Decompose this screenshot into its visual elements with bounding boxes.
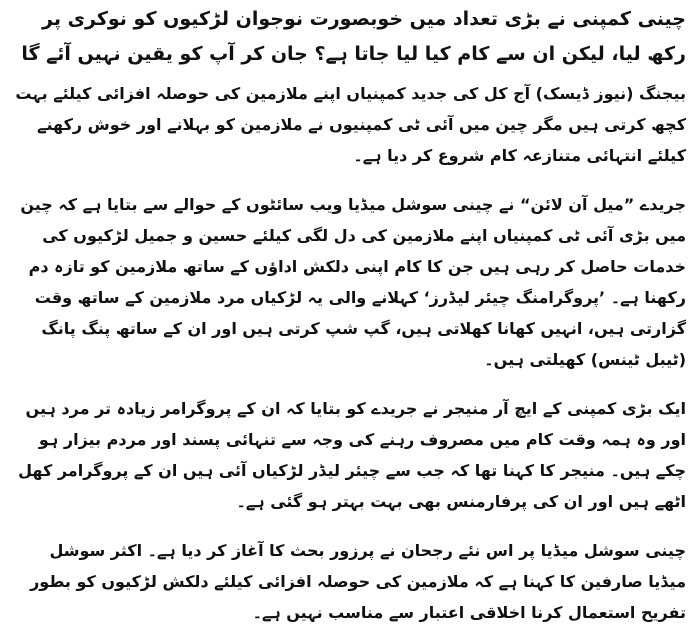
- article-paragraph-intro: بیجنگ (نیوز ڈیسک) آج کل کی جدید کمپنیاں اپنے ملازمین کی حوصلہ افزائی کیلئے بہت کچھ کرتی ہیں مگر چین میں آئی ٹی کمپنیوں نے ملازمین کو بہلانے اور خوش رکھنے کیلئے انتہائی متنازعہ کام شروع کر دیا ہے۔: [15, 84, 686, 165]
- article-paragraph-report: جریدے ”میل آن لائن“ نے چینی سوشل میڈیا ویب سائٹوں کے حوالے سے بتایا ہے کہ چین میں بڑی آئی ٹی کمپنیاں اپنے ملازمین کی دل لگی کیلئے حسین و جمیل لڑکیوں کی خدمات حاصل کر رہی ہیں جن کا کام اپنی دلکش اداﺅں کے ساتھ ملازمین کو تازہ دم رکھنا ہے۔ ’پروگرامنگ چیئر لیڈرز‘ کہلانے والی یہ لڑکیاں مرد ملازمین کے ساتھ وقت گزارتی ہیں، انہیں کھانا کھلاتی ہیں، گپ شپ کرتی ہیں اور ان کے ساتھ پنگ پانگ (ٹیبل ٹینس) کھیلتی ہیں۔: [20, 195, 686, 369]
- news-article: [0, 2, 696, 628]
- article-paragraph-manager: ایک بڑی کمپنی کے ایچ آر منیجر نے جریدے کو بتایا کہ ان کے پروگرامر زیادہ تر مرد ہیں اور وہ ہمہ وقت کام میں مصروف رہنے کی وجہ سے تنہائی پسند اور مردم بیزار ہو چکے ہیں۔ منیجر کا کہنا تھا کہ جب سے چیئر لیڈر لڑکیاں آئی ہیں ان کے پروگرامر کھل اٹھے ہیں اور ان کی پرفارمنس بھی بہت بہتر ہو گئی ہے۔: [18, 399, 686, 511]
- article-paragraph-debate: چینی سوشل میڈیا پر اس نئے رجحان نے پرزور بحث کا آغاز کر دیا ہے۔ اکثر سوشل میڈیا صارفین کا کہنا ہے کہ ملازمین کی حوصلہ افزائی کیلئے دلکش لڑکیوں کو بطور تفریح استعمال کرنا اخلاقی اعتبار سے مناسب نہیں ہے۔: [30, 541, 686, 622]
- article-headline: چینی کمپنی نے بڑی تعداد میں خوبصورت نوجوان لڑکیوں کو نوکری پر رکھ لیا، لیکن ان سے کام کیا لیا جاتا ہے؟ جان کر آپ کو یقین نہیں آئے گا: [21, 8, 686, 65]
